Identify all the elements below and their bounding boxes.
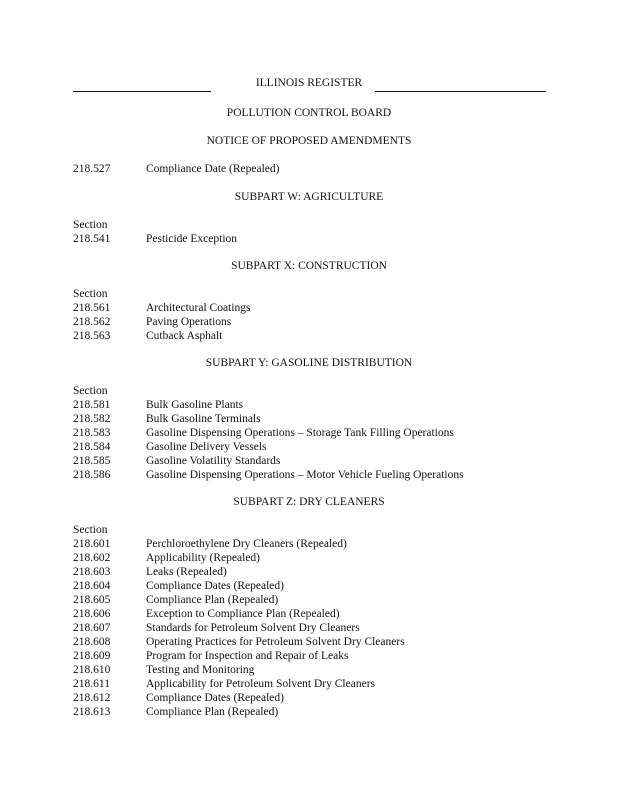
register-title: ILLINOIS REGISTER [255,77,363,89]
section-title: Perchloroethylene Dry Cleaners (Repealed) [146,538,347,550]
section-title: Compliance Date (Repealed) [146,163,280,175]
section-label: Section [73,524,108,536]
section-title: Applicability for Petroleum Solvent Dry Cleaners [146,678,375,690]
section-title: Bulk Gasoline Terminals [146,413,261,425]
section-number: 218.610 [73,664,111,676]
section-number: 218.584 [73,441,111,453]
section-title: Compliance Dates (Repealed) [146,692,284,704]
section-title: Program for Inspection and Repair of Leaks [146,650,349,662]
section-number: 218.601 [73,538,111,550]
section-number: 218.562 [73,316,111,328]
section-number: 218.585 [73,455,111,467]
section-number: 218.609 [73,650,111,662]
section-number: 218.611 [73,678,110,690]
section-title: Compliance Plan (Repealed) [146,594,279,606]
notice-title: NOTICE OF PROPOSED AMENDMENTS [206,135,412,147]
subpart-heading: SUBPART Z: DRY CLEANERS [233,496,385,508]
section-number: 218.586 [73,469,111,481]
section-title: Leaks (Repealed) [146,566,227,578]
section-number: 218.582 [73,413,111,425]
section-title: Testing and Monitoring [146,664,255,676]
section-number: 218.604 [73,580,111,592]
section-number: 218.581 [73,399,111,411]
section-number: 218.603 [73,566,111,578]
subpart-heading: SUBPART X: CONSTRUCTION [231,260,387,272]
section-number: 218.606 [73,608,111,620]
section-title: Gasoline Dispensing Operations – Motor Vehicle Fueling Operations [146,469,464,481]
section-number: 218.541 [73,233,111,245]
board-title: POLLUTION CONTROL BOARD [226,107,392,119]
section-number: 218.607 [73,622,111,634]
section-title: Exception to Compliance Plan (Repealed) [146,608,340,620]
section-number: 218.527 [73,163,111,175]
section-title: Gasoline Delivery Vessels [146,441,267,453]
section-title: Compliance Dates (Repealed) [146,580,284,592]
section-title: Standards for Petroleum Solvent Dry Cleaners [146,622,360,634]
section-number: 218.612 [73,692,111,704]
section-number: 218.563 [73,330,111,342]
section-number: 218.602 [73,552,111,564]
subpart-heading: SUBPART W: AGRICULTURE [234,191,384,203]
section-title: Architectural Coatings [146,302,251,314]
section-number: 218.605 [73,594,111,606]
section-number: 218.608 [73,636,111,648]
section-label: Section [73,288,108,300]
section-number: 218.583 [73,427,111,439]
section-number: 218.561 [73,302,111,314]
header-rule-left [73,91,211,92]
section-title: Pesticide Exception [146,233,238,245]
section-label: Section [73,385,108,397]
header-rule-right [375,91,546,92]
section-title: Gasoline Dispensing Operations – Storage Tank Filling Operations [146,427,454,439]
section-number: 218.613 [73,706,111,718]
section-title: Compliance Plan (Repealed) [146,706,279,718]
section-label: Section [73,219,108,231]
section-title: Gasoline Volatility Standards [146,455,281,467]
subpart-heading: SUBPART Y: GASOLINE DISTRIBUTION [205,357,413,369]
section-title: Paving Operations [146,316,232,328]
section-title: Operating Practices for Petroleum Solvent Dry Cleaners [146,636,405,648]
section-title: Cutback Asphalt [146,330,223,342]
section-title: Applicability (Repealed) [146,552,261,564]
section-title: Bulk Gasoline Plants [146,399,244,411]
